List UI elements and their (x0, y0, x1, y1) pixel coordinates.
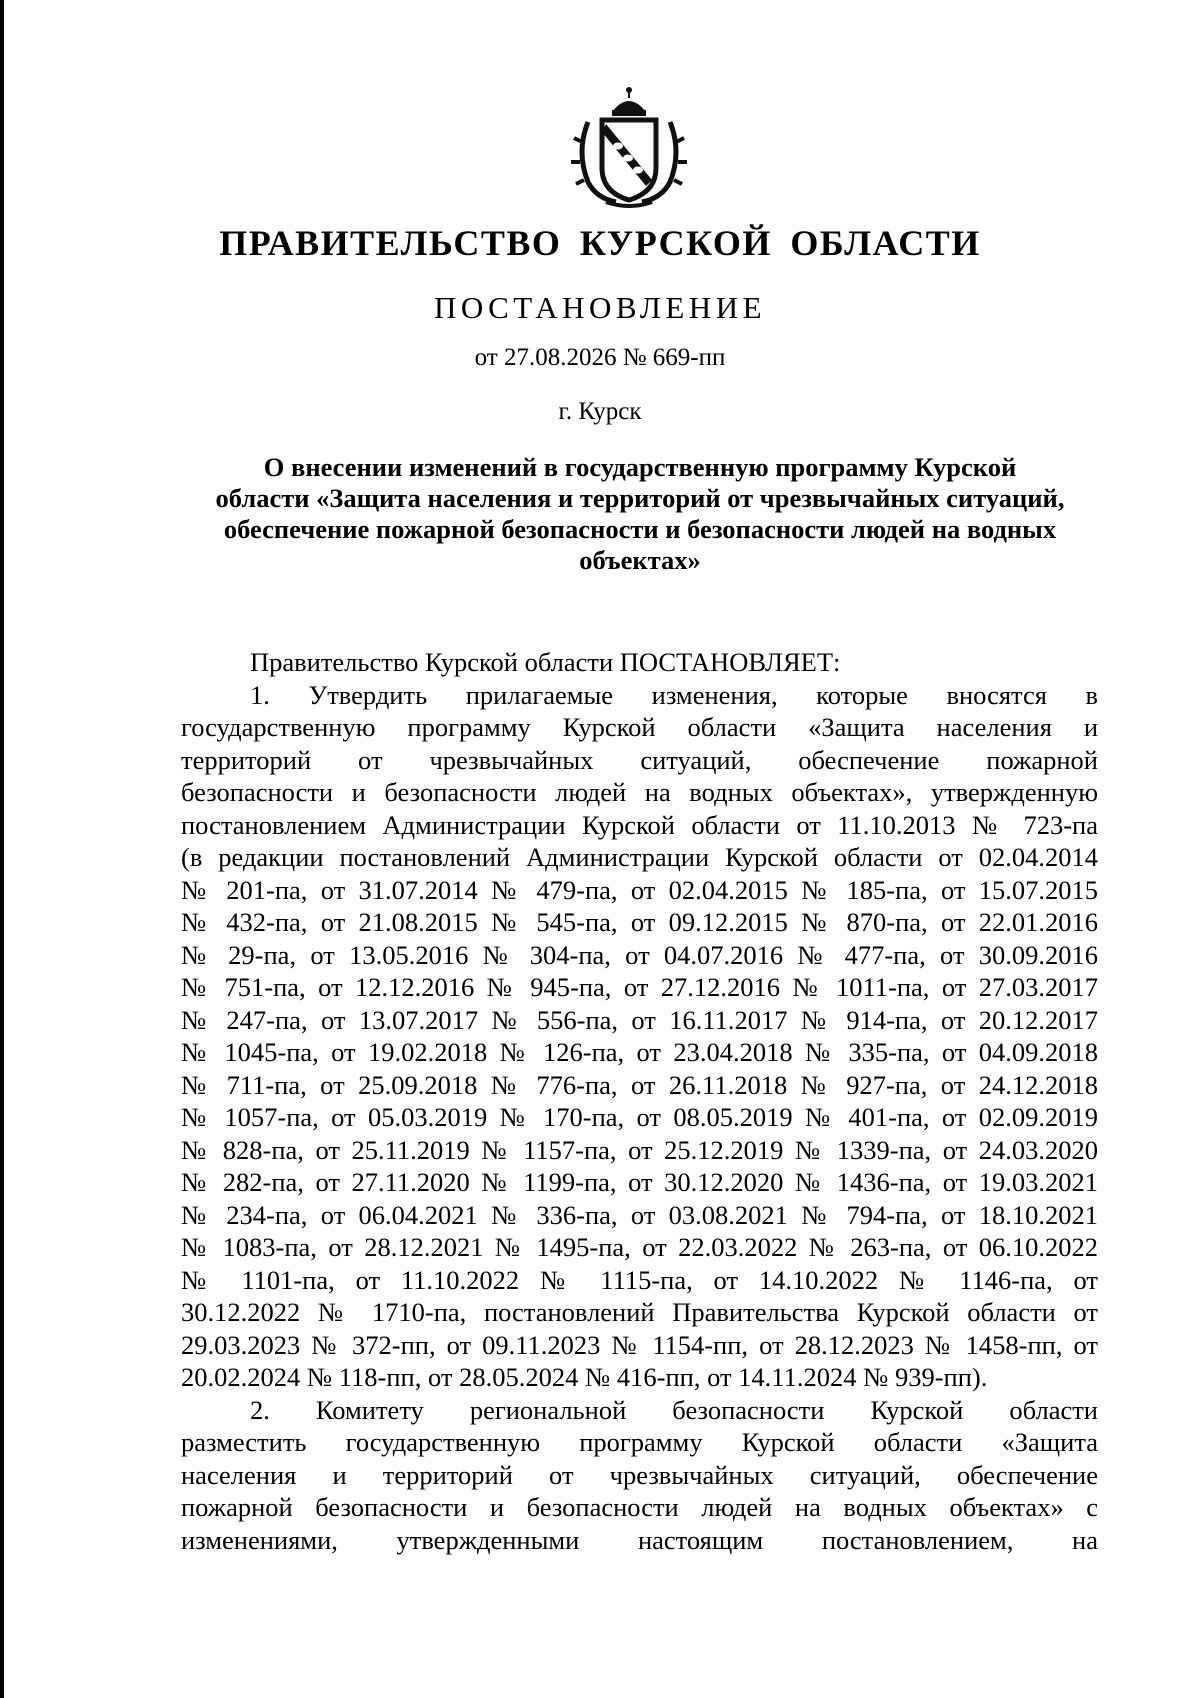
paragraph-line: № 234-па, от 06.04.2021 № 336-па, от 03.08.2021 № 794-па, от 18.10.2021 (181, 1199, 1098, 1230)
paragraph-line: № 29-па, от 13.05.2016 № 304-па, от 04.07.2016 № 477-па, от 30.09.2016 (181, 939, 1098, 970)
subject-line: О внесении изменений в государственную программу Курской (263, 452, 1017, 482)
paragraph-1 (181, 679, 1098, 1394)
paragraph-line: разместить государственную программу Курской области «Защита (181, 1427, 1098, 1457)
paragraph-line: государственную программу Курской области «Защита населения и (181, 712, 1098, 742)
subject-line: обеспечение пожарной безопасности и безопасности людей на водных (223, 514, 1057, 544)
paragraph-line: № 828-па, от 25.11.2019 № 1157-па, от 25.12.2019 № 1339-па, от 24.03.2020 (181, 1134, 1098, 1165)
paragraph-line: № 201-па, от 31.07.2014 № 479-па, от 02.04.2015 № 185-па, от 15.07.2015 (181, 874, 1098, 905)
paragraph-line: № 1045-па, от 19.02.2018 № 126-па, от 23.04.2018 № 335-па, от 04.09.2018 (181, 1037, 1098, 1067)
paragraph-line: 1. Утвердить прилагаемые изменения, которые вносятся в (250, 679, 1098, 710)
paragraph-line: безопасности и безопасности людей на водных объектах», утвержденную (181, 777, 1098, 807)
paragraph-line: № 711-па, от 25.09.2018 № 776-па, от 26.11.2018 № 927-па, от 24.12.2018 (181, 1069, 1098, 1100)
subject-line: области «Защита населения и территорий от чрезвычайных ситуаций, (215, 483, 1065, 513)
paragraph-line: 2. Комитету региональной безопасности Курской области (250, 1394, 1098, 1425)
paragraph-line: населения и территорий от чрезвычайных ситуаций, обеспечение (181, 1459, 1098, 1490)
subject-line: объектах» (579, 545, 701, 575)
paragraph-2 (181, 1394, 1098, 1557)
kursk-coat-of-arms-icon (566, 82, 692, 210)
paragraph-line: № 247-па, от 13.07.2017 № 556-па, от 16.11.2017 № 914-па, от 20.12.2017 (181, 1004, 1098, 1035)
paragraph-line: территорий от чрезвычайных ситуаций, обеспечение пожарной (181, 744, 1098, 775)
paragraph-line: № 1083-па, от 28.12.2021 № 1495-па, от 22.03.2022 № 263-па, от 06.10.2022 (181, 1232, 1098, 1262)
document-body (181, 646, 1098, 1556)
document-date-number: от 27.08.2026 № 669-пп (474, 344, 726, 371)
paragraph-line: пожарной безопасности и безопасности людей на водных объектах» с (181, 1492, 1098, 1522)
document-city: г. Курск (558, 398, 642, 425)
paragraph-line: изменениями, утвержденными настоящим постановлением, на (181, 1524, 1098, 1555)
paragraph-line: № 1101-па, от 11.10.2022 № 1115-па, от 14.10.2022 № 1146-па, от (181, 1264, 1098, 1295)
organization-title: ПРАВИТЕЛЬСТВО КУРСКОЙ ОБЛАСТИ (219, 223, 981, 263)
document-subject (170, 452, 1110, 576)
paragraph-line: 30.12.2022 № 1710-па, постановлений Правительства Курской области от (181, 1297, 1098, 1327)
document-type: ПОСТАНОВЛЕНИЕ (433, 290, 767, 325)
paragraph-line: 29.03.2023 № 372-пп, от 09.11.2023 № 1154-пп, от 28.12.2023 № 1458-пп, от (181, 1329, 1098, 1360)
paragraph-line: 20.02.2024 № 118-пп, от 28.05.2024 № 416-пп, от 14.11.2024 № 939-пп). (181, 1362, 988, 1392)
paragraph-line: постановлением Администрации Курской области от 11.10.2013 № 723-па (181, 809, 1098, 840)
paragraph-line: № 432-па, от 21.08.2015 № 545-па, от 09.12.2015 № 870-па, от 22.01.2016 (181, 907, 1098, 937)
paragraph-line: (в редакции постановлений Администрации Курской области от 02.04.2014 (181, 842, 1098, 872)
paragraph-line: № 751-па, от 12.12.2016 № 945-па, от 27.12.2016 № 1011-па, от 27.03.2017 (181, 972, 1098, 1002)
paragraph-line: № 282-па, от 27.11.2020 № 1199-па, от 30.12.2020 № 1436-па, от 19.03.2021 (181, 1167, 1098, 1197)
preamble: Правительство Курской области ПОСТАНОВЛЯЕТ: (250, 647, 841, 677)
paragraph-line: № 1057-па, от 05.03.2019 № 170-па, от 08.05.2019 № 401-па, от 02.09.2019 (181, 1102, 1098, 1132)
